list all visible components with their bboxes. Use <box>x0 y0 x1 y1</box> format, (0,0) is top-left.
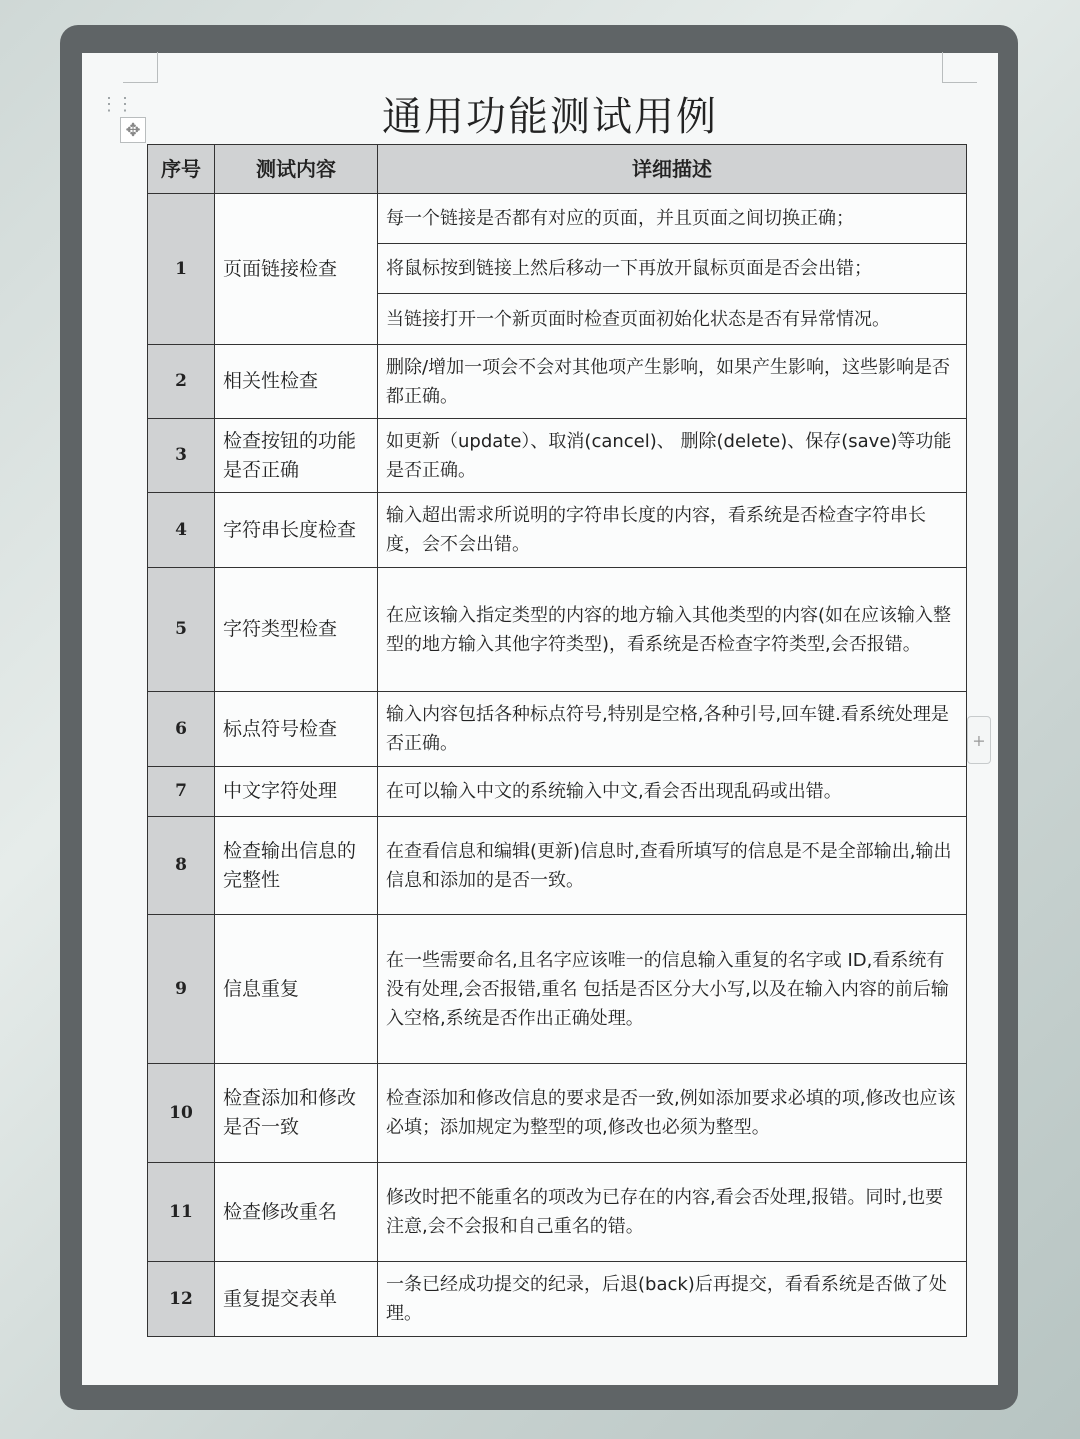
row-content: 重复提交表单 <box>215 1262 378 1337</box>
row-number: 11 <box>148 1163 215 1262</box>
page-title: 通用功能测试用例 <box>382 94 718 140</box>
table-row <box>148 1163 967 1262</box>
row-desc: 修改时把不能重名的项改为已存在的内容,看会否处理,报错。同时,也要注意,会不会报和自己重名的错。 <box>378 1163 967 1262</box>
row-content: 字符串长度检查 <box>215 493 378 568</box>
row-number: 10 <box>148 1064 215 1163</box>
header-no: 序号 <box>148 145 215 194</box>
table-row <box>148 493 967 568</box>
table-row <box>148 1262 967 1337</box>
table-move-icon[interactable]: ✥ <box>120 117 146 143</box>
drag-handle-icon[interactable]: ⋮⋮ <box>100 94 132 115</box>
row-desc: 输入内容包括各种标点符号,特别是空格,各种引号,回车键.看系统处理是否正确。 <box>378 692 967 767</box>
table-row <box>148 419 967 493</box>
row-number: 1 <box>148 194 215 345</box>
row-number: 8 <box>148 817 215 915</box>
test-case-table <box>147 144 967 1337</box>
row-content: 中文字符处理 <box>215 767 378 817</box>
table-row <box>148 692 967 767</box>
row-number: 12 <box>148 1262 215 1337</box>
row-number: 4 <box>148 493 215 568</box>
row-content: 检查按钮的功能是否正确 <box>215 419 378 493</box>
row-number: 3 <box>148 419 215 493</box>
table-row <box>148 194 967 244</box>
header-desc: 详细描述 <box>378 145 967 194</box>
row-desc: 删除/增加一项会不会对其他项产生影响，如果产生影响，这些影响是否都正确。 <box>378 345 967 419</box>
row-number: 6 <box>148 692 215 767</box>
add-column-button[interactable]: + <box>967 716 991 764</box>
row-content: 字符类型检查 <box>215 568 378 692</box>
row-content: 相关性检查 <box>215 345 378 419</box>
row-desc: 检查添加和修改信息的要求是否一致,例如添加要求必填的项,修改也应该必填；添加规定为整型的项,修改也必须为整型。 <box>378 1064 967 1163</box>
table-row <box>148 345 967 419</box>
row-content: 信息重复 <box>215 915 378 1064</box>
row-desc: 当链接打开一个新页面时检查页面初始化状态是否有异常情况。 <box>378 294 967 345</box>
row-content: 页面链接检查 <box>215 194 378 345</box>
table-row <box>148 568 967 692</box>
row-number: 9 <box>148 915 215 1064</box>
row-desc: 如更新（update）、取消(cancel)、 删除(delete)、保存(save)等功能是否正确。 <box>378 419 967 493</box>
row-content: 标点符号检查 <box>215 692 378 767</box>
margin-corner-mark <box>942 52 977 83</box>
row-desc: 每一个链接是否都有对应的页面，并且页面之间切换正确； <box>378 194 967 244</box>
row-number: 7 <box>148 767 215 817</box>
row-desc: 在可以输入中文的系统输入中文,看会否出现乱码或出错。 <box>378 767 967 817</box>
row-desc: 一条已经成功提交的纪录，后退(back)后再提交，看看系统是否做了处理。 <box>378 1262 967 1337</box>
row-content: 检查输出信息的完整性 <box>215 817 378 915</box>
table-row <box>148 1064 967 1163</box>
row-number: 5 <box>148 568 215 692</box>
row-desc: 将鼠标按到链接上然后移动一下再放开鼠标页面是否会出错； <box>378 244 967 294</box>
row-content: 检查修改重名 <box>215 1163 378 1262</box>
row-number: 2 <box>148 345 215 419</box>
table-row <box>148 915 967 1064</box>
table-row <box>148 767 967 817</box>
row-desc: 在一些需要命名,且名字应该唯一的信息输入重复的名字或 ID,看系统有没有处理,会否报错,重名 包括是否区分大小写,以及在输入内容的前后输入空格,系统是否作出正确处理。 <box>378 915 967 1064</box>
row-content: 检查添加和修改是否一致 <box>215 1064 378 1163</box>
row-desc: 在应该输入指定类型的内容的地方输入其他类型的内容(如在应该输入整型的地方输入其他字符类型)，看系统是否检查字符类型,会否报错。 <box>378 568 967 692</box>
margin-corner-mark <box>123 52 158 83</box>
table-header-row <box>148 145 967 194</box>
row-desc: 在查看信息和编辑(更新)信息时,查看所填写的信息是不是全部输出,输出信息和添加的是否一致。 <box>378 817 967 915</box>
table-row <box>148 817 967 915</box>
row-desc: 输入超出需求所说明的字符串长度的内容，看系统是否检查字符串长度，会不会出错。 <box>378 493 967 568</box>
header-content: 测试内容 <box>215 145 378 194</box>
